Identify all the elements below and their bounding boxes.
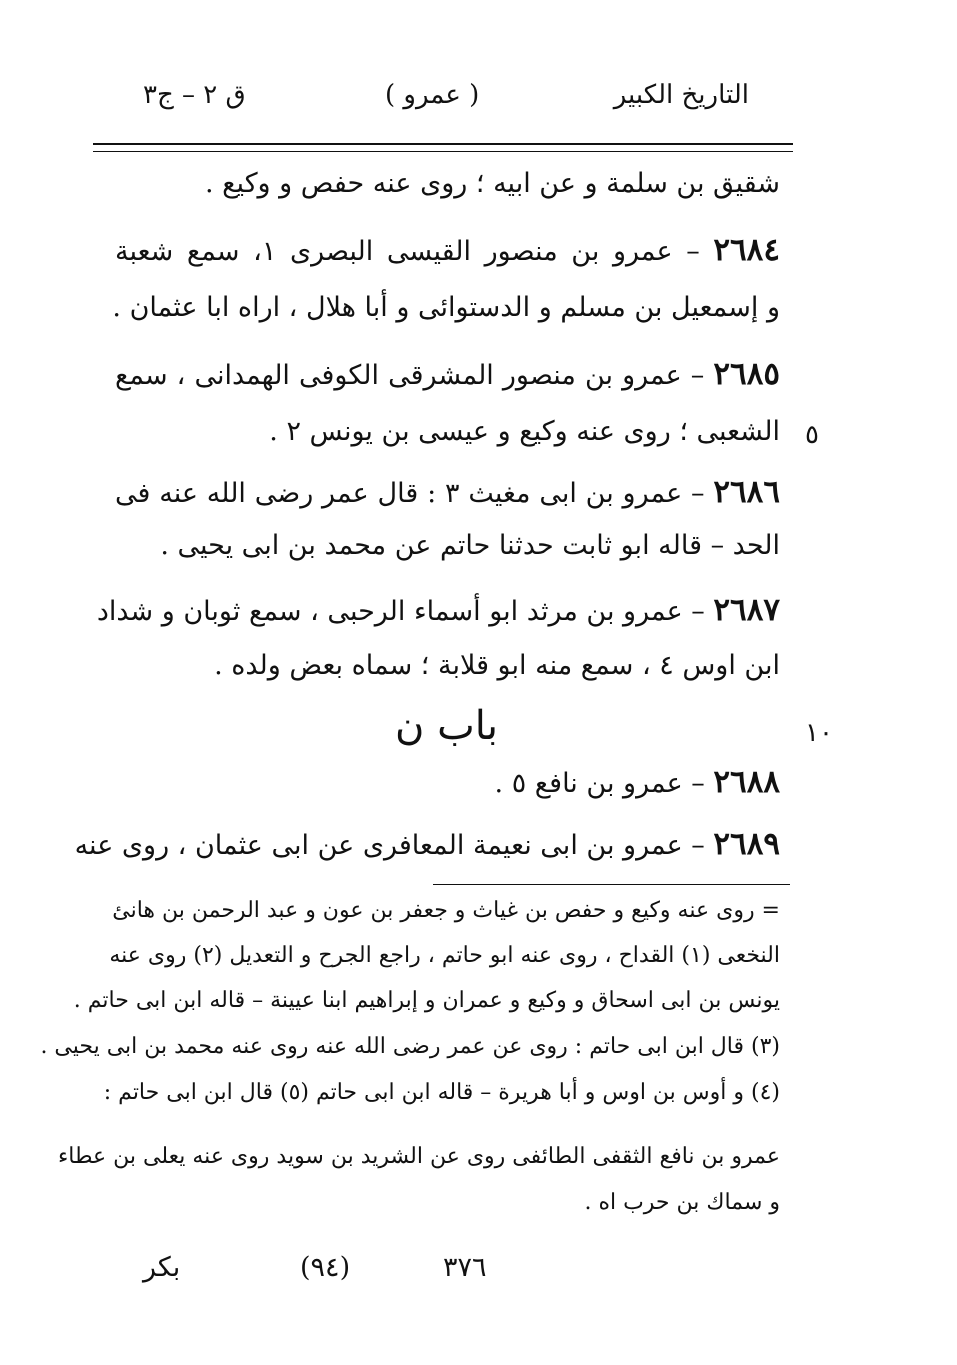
entry-text: – عمرو بن ابى مغيث ٣ : قال عمر رضى الله عنه فى — [115, 478, 705, 509]
footnote-line-2: النخعى (١) القداح ، روى عنه ابو حاتم ، راجع الجرح و التعديل (٢) روى عنه — [109, 943, 780, 968]
entry-number: ٢٦٨٥ — [713, 356, 780, 392]
footnote-line-4: (٣) قال ابن ابى حاتم : روى عن عمر رضى الله عنه روى عنه محمد بن ابى يحيى . — [40, 1034, 780, 1059]
running-title: التاريخ الكبير — [613, 80, 749, 110]
entry-2687-line-1 — [96, 592, 780, 628]
sheet-number: (٩٤) — [300, 1252, 351, 1283]
header-rule-thin — [93, 151, 793, 152]
footnote-line-1: = روى عنه وكيع و حفص بن غياث و جعفر بن عون و عبد الرحمن بن هانئ — [112, 898, 780, 923]
entry-text: – عمرو بن ابى نعيمة المعافرى عن ابى عثمان ، روى عنه — [74, 830, 705, 861]
page-number: ٣٧٦ — [443, 1252, 487, 1283]
entry-2685-line-1 — [115, 356, 780, 392]
entry-2684-line-1 — [115, 232, 780, 268]
footnote-line-6: عمرو بن نافع الثقفى الطائفى روى عن الشريد بن سويد روى عنه يعلى بن عطاء — [57, 1144, 780, 1169]
volume-label: ق ٢ – ج٣ — [143, 80, 246, 110]
entry-number: ٢٦٨٨ — [713, 764, 780, 800]
entry-text: – عمرو بن مرثد ابو أسماء الرحبى ، سمع ثوبان و شداد — [96, 596, 705, 627]
entry-number: ٢٦٨٦ — [713, 474, 780, 510]
entry-2689-line-1 — [74, 826, 780, 862]
footnote-line-5: (٤) و أوس بن اوس و أبا هريرة – قاله ابن ابى حاتم (٥) قال ابن ابى حاتم : — [103, 1080, 780, 1105]
footnote-line-3: يونس بن ابى اسحاق و وكيع و عمران و إبراهيم ابنا عيينة – قاله ابن ابى حاتم . — [73, 988, 780, 1013]
chapter-heading: باب ن — [395, 703, 499, 749]
entry-text: – عمرو بن منصور القيسى البصرى ١، سمع شعبة — [115, 236, 700, 267]
entry-2686-line-1 — [115, 474, 780, 510]
printer-signature: بكر — [143, 1252, 181, 1283]
entry-number: ٢٦٨٤ — [713, 232, 780, 268]
entry-number: ٢٦٨٧ — [713, 592, 780, 628]
entry-text: – عمرو بن نافع ٥ . — [494, 768, 705, 799]
margin-line-number-5: ٥ — [805, 420, 819, 450]
entry-2686-line-2: الحد – قاله ابو ثابت حدثنا حاتم عن محمد بن ابى يحيى . — [160, 530, 780, 561]
entry-number: ٢٦٨٩ — [713, 826, 780, 862]
header-rule-thick — [93, 143, 793, 145]
section-heading: ( عمرو ) — [385, 80, 480, 110]
entry-2684-line-2: و إسمعيل بن مسلم و الدستوائى و أبا هلال ، اراه ابا عثمان . — [112, 292, 780, 323]
body-line-1: شقيق بن سلمة و عن ابيه ؛ روى عنه حفص و وكيع . — [205, 168, 780, 199]
footnote-line-7: و سماك بن حرب اه . — [584, 1190, 780, 1215]
entry-text: – عمرو بن منصور المشرقى الكوفى الهمدانى ، سمع — [115, 360, 705, 391]
entry-2685-line-2: الشعبى ؛ روى عنه وكيع و عيسى بن يونس ٢ . — [269, 416, 780, 447]
entry-2687-line-2: ابن اوس ٤ ، سمع منه ابو قلابة ؛ سماه بعض ولده . — [214, 650, 780, 681]
footnote-rule — [433, 884, 790, 885]
entry-2688-line-1 — [495, 764, 780, 800]
margin-line-number-10: ١٠ — [805, 718, 833, 748]
